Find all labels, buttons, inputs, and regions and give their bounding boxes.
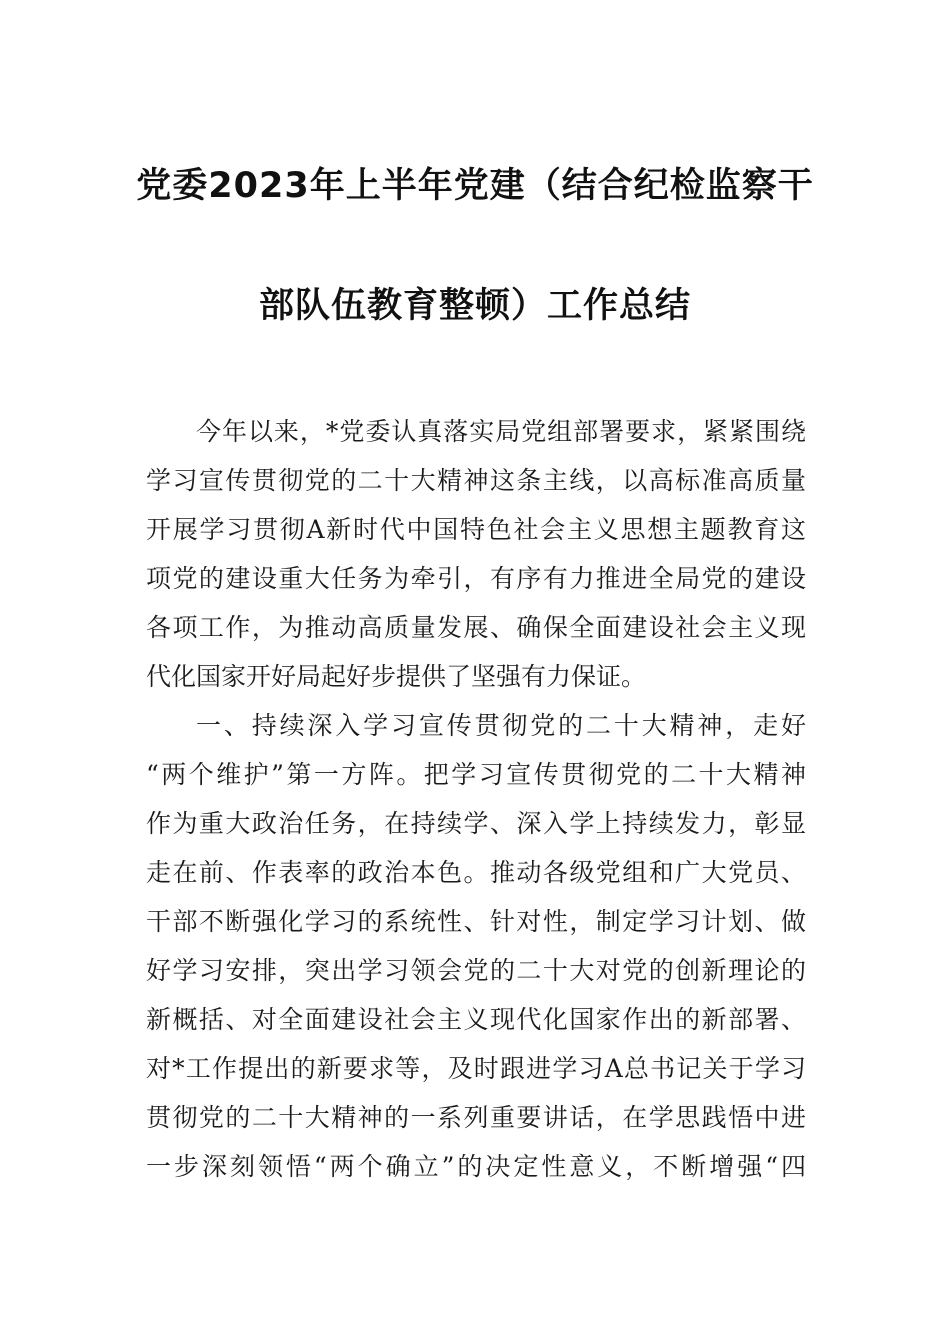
paragraph-2-line-1: 一、持续深入学习宣传贯彻党的二十大精神，走好 bbox=[196, 711, 806, 740]
paragraph-2-line-8: 对*工作提出的新要求等，及时跟进学习A总书记关于学习 bbox=[146, 1054, 806, 1083]
paragraph-2-line-5: 干部不断强化学习的系统性、针对性，制定学习计划、做 bbox=[146, 907, 806, 936]
paragraph-1-line-5: 各项工作，为推动高质量发展、确保全面建设社会主义现 bbox=[146, 613, 806, 642]
paragraph-2-line-3: 作为重大政治任务，在持续学、深入学上持续发力，彰显 bbox=[146, 809, 806, 838]
paragraph-2-line-7: 新概括、对全面建设社会主义现代化国家作出的新部署、 bbox=[146, 1005, 806, 1034]
paragraph-1-line-6: 代化国家开好局起好步提供了坚强有力保证。 bbox=[146, 662, 647, 691]
document-title-line-1: 党委2023年上半年党建（结合纪检监察干 bbox=[136, 166, 814, 206]
paragraph-1-line-4: 项党的建设重大任务为牵引，有序有力推进全局党的建设 bbox=[146, 564, 806, 593]
paragraph-2-line-10: 一步深刻领悟“两个确立”的决定性意义，不断增强“四 bbox=[146, 1152, 806, 1181]
paragraph-2-line-9: 贯彻党的二十大精神的一系列重要讲话，在学思践悟中进 bbox=[146, 1103, 806, 1132]
paragraph-2-line-2: “两个维护”第一方阵。把学习宣传贯彻党的二十大精神 bbox=[146, 760, 806, 789]
paragraph-2-line-4: 走在前、作表率的政治本色。推动各级党组和广大党员、 bbox=[146, 858, 806, 887]
paragraph-1-line-2: 学习宣传贯彻党的二十大精神这条主线，以高标准高质量 bbox=[146, 466, 806, 495]
paragraph-1-line-1: 今年以来，*党委认真落实局党组部署要求，紧紧围绕 bbox=[196, 417, 806, 446]
document-title-line-2: 部队伍教育整顿）工作总结 bbox=[258, 286, 691, 326]
paragraph-1-line-3: 开展学习贯彻A新时代中国特色社会主义思想主题教育这 bbox=[146, 515, 806, 544]
paragraph-2-line-6: 好学习安排，突出学习领会党的二十大对党的创新理论的 bbox=[146, 956, 806, 985]
